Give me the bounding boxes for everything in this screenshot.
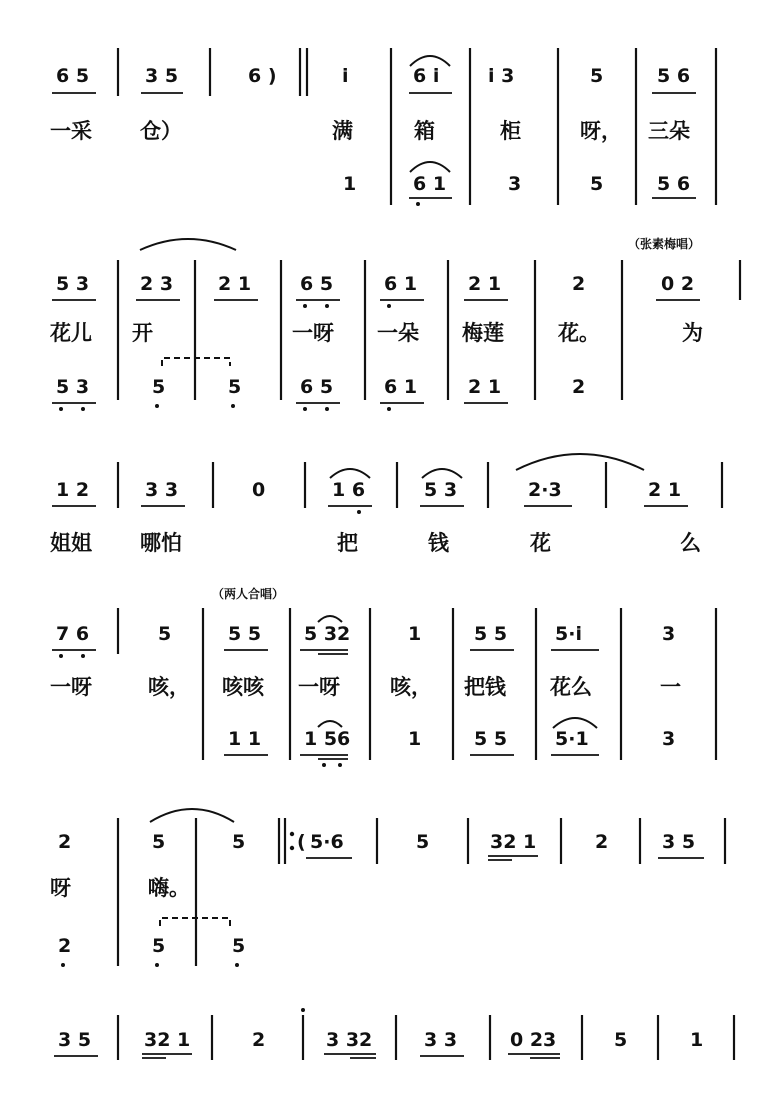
- lyrics: 钱: [428, 531, 449, 555]
- lyrics: 三朵: [648, 119, 690, 143]
- lyrics: 嗨。: [148, 876, 190, 900]
- notes: 5 6: [657, 65, 691, 87]
- notes: 1: [408, 623, 422, 645]
- lyrics: 梅莲: [462, 321, 504, 345]
- lyrics: 呀，: [580, 119, 622, 143]
- notes: 1: [690, 1029, 704, 1051]
- notes: 5: [152, 935, 166, 957]
- notes: 5·1: [555, 728, 589, 750]
- notes: 3 5: [662, 831, 696, 853]
- system-1: [50, 48, 716, 206]
- notes: 2: [58, 831, 72, 853]
- lyrics: 咳，: [390, 675, 432, 699]
- notes: 5: [152, 831, 166, 853]
- notes: 2: [58, 935, 72, 957]
- system-6: [54, 1008, 734, 1060]
- system-3: [50, 454, 722, 555]
- lyrics: 一呀: [298, 675, 340, 699]
- lyrics: 开: [132, 321, 153, 345]
- notes: 5: [590, 173, 604, 195]
- notes: 2: [572, 376, 586, 398]
- notes: 6 i: [413, 65, 440, 87]
- lyrics: 为: [682, 321, 703, 345]
- notes: 5 32: [304, 623, 351, 645]
- notes: 1 2: [56, 479, 90, 501]
- notes: 5 5: [474, 623, 508, 645]
- lyrics: 满: [332, 119, 353, 143]
- notes: 6 1: [384, 376, 418, 398]
- notes: 3: [508, 173, 522, 195]
- lyrics: 哪怕: [140, 531, 182, 555]
- notes: 1 56: [304, 728, 351, 750]
- notes: 5: [232, 831, 246, 853]
- system-5: [50, 809, 725, 967]
- lyrics: 箱: [414, 119, 435, 143]
- notes: 5: [416, 831, 430, 853]
- system-2: [49, 236, 740, 411]
- lyrics: 姐姐: [50, 531, 92, 555]
- lyrics: 一呀: [292, 321, 334, 345]
- notes: 2 1: [648, 479, 682, 501]
- notes: i 3: [488, 65, 515, 87]
- notes: 5: [232, 935, 246, 957]
- notes: 3: [662, 623, 676, 645]
- notes: 2·3: [528, 479, 562, 501]
- lyrics: 咳咳: [222, 675, 264, 699]
- notes: 5: [614, 1029, 628, 1051]
- notes: i: [342, 65, 349, 87]
- lyrics: 把钱: [464, 675, 506, 699]
- lyrics: 柜: [500, 119, 521, 143]
- notes: 2: [595, 831, 609, 853]
- notes: 0: [252, 479, 266, 501]
- notes: 32 1: [144, 1029, 191, 1051]
- notes: 3 3: [424, 1029, 458, 1051]
- notes: 32 1: [490, 831, 537, 853]
- notes: 5 5: [228, 623, 262, 645]
- lyrics: 呀: [50, 876, 71, 900]
- lyrics: 咳，: [148, 675, 190, 699]
- lyrics: 花。: [558, 321, 600, 345]
- notes: 5·i: [555, 623, 582, 645]
- notes: 5: [228, 376, 242, 398]
- notes: 1: [408, 728, 422, 750]
- notes: 5 6: [657, 173, 691, 195]
- lyrics: 花儿: [50, 321, 92, 345]
- notes: 2: [572, 273, 586, 295]
- lyrics: 把: [337, 531, 358, 555]
- notes: 6 1: [413, 173, 447, 195]
- lyrics: 花么: [550, 675, 592, 699]
- notes: 6 ): [248, 65, 277, 87]
- notes: 2 1: [468, 376, 502, 398]
- notes: 1: [343, 173, 357, 195]
- notes: 3 5: [145, 65, 179, 87]
- lyrics: 一呀: [50, 675, 92, 699]
- notes: 1 6: [332, 479, 366, 501]
- notes: 6 5: [300, 273, 334, 295]
- notes: 3: [662, 728, 676, 750]
- lyrics: 一朵: [377, 321, 419, 345]
- notes: 6 1: [384, 273, 418, 295]
- system-4: [50, 586, 716, 767]
- notes: 2 3: [140, 273, 174, 295]
- notes: 5 3: [56, 273, 90, 295]
- notes: 1 1: [228, 728, 262, 750]
- lyrics: 一采: [50, 119, 92, 143]
- notes: 5·6: [310, 831, 344, 853]
- notes: 3 32: [326, 1029, 373, 1051]
- notes: 5: [590, 65, 604, 87]
- lyrics: 仓）: [140, 119, 182, 143]
- notes: 2: [252, 1029, 266, 1051]
- notes: 0 2: [661, 273, 695, 295]
- notes: 5: [158, 623, 172, 645]
- notes: 3 5: [58, 1029, 92, 1051]
- performer-annotation: （张素梅唱）: [628, 237, 701, 251]
- notes: 2 1: [468, 273, 502, 295]
- notes: 6 5: [56, 65, 90, 87]
- lyrics: 花: [530, 531, 551, 555]
- notes: 5 5: [474, 728, 508, 750]
- notes: 7 6: [56, 623, 90, 645]
- notes: 3 3: [145, 479, 179, 501]
- notes: 5: [152, 376, 166, 398]
- notes: (: [297, 831, 306, 853]
- performer-annotation: （两人合唱）: [212, 587, 285, 601]
- lyrics: 么: [680, 531, 701, 555]
- notes: 5 3: [56, 376, 90, 398]
- notes: 6 5: [300, 376, 334, 398]
- lyrics: 一: [660, 675, 681, 699]
- notes: 2 1: [218, 273, 252, 295]
- notes: 5 3: [424, 479, 458, 501]
- notes: 0 23: [510, 1029, 557, 1051]
